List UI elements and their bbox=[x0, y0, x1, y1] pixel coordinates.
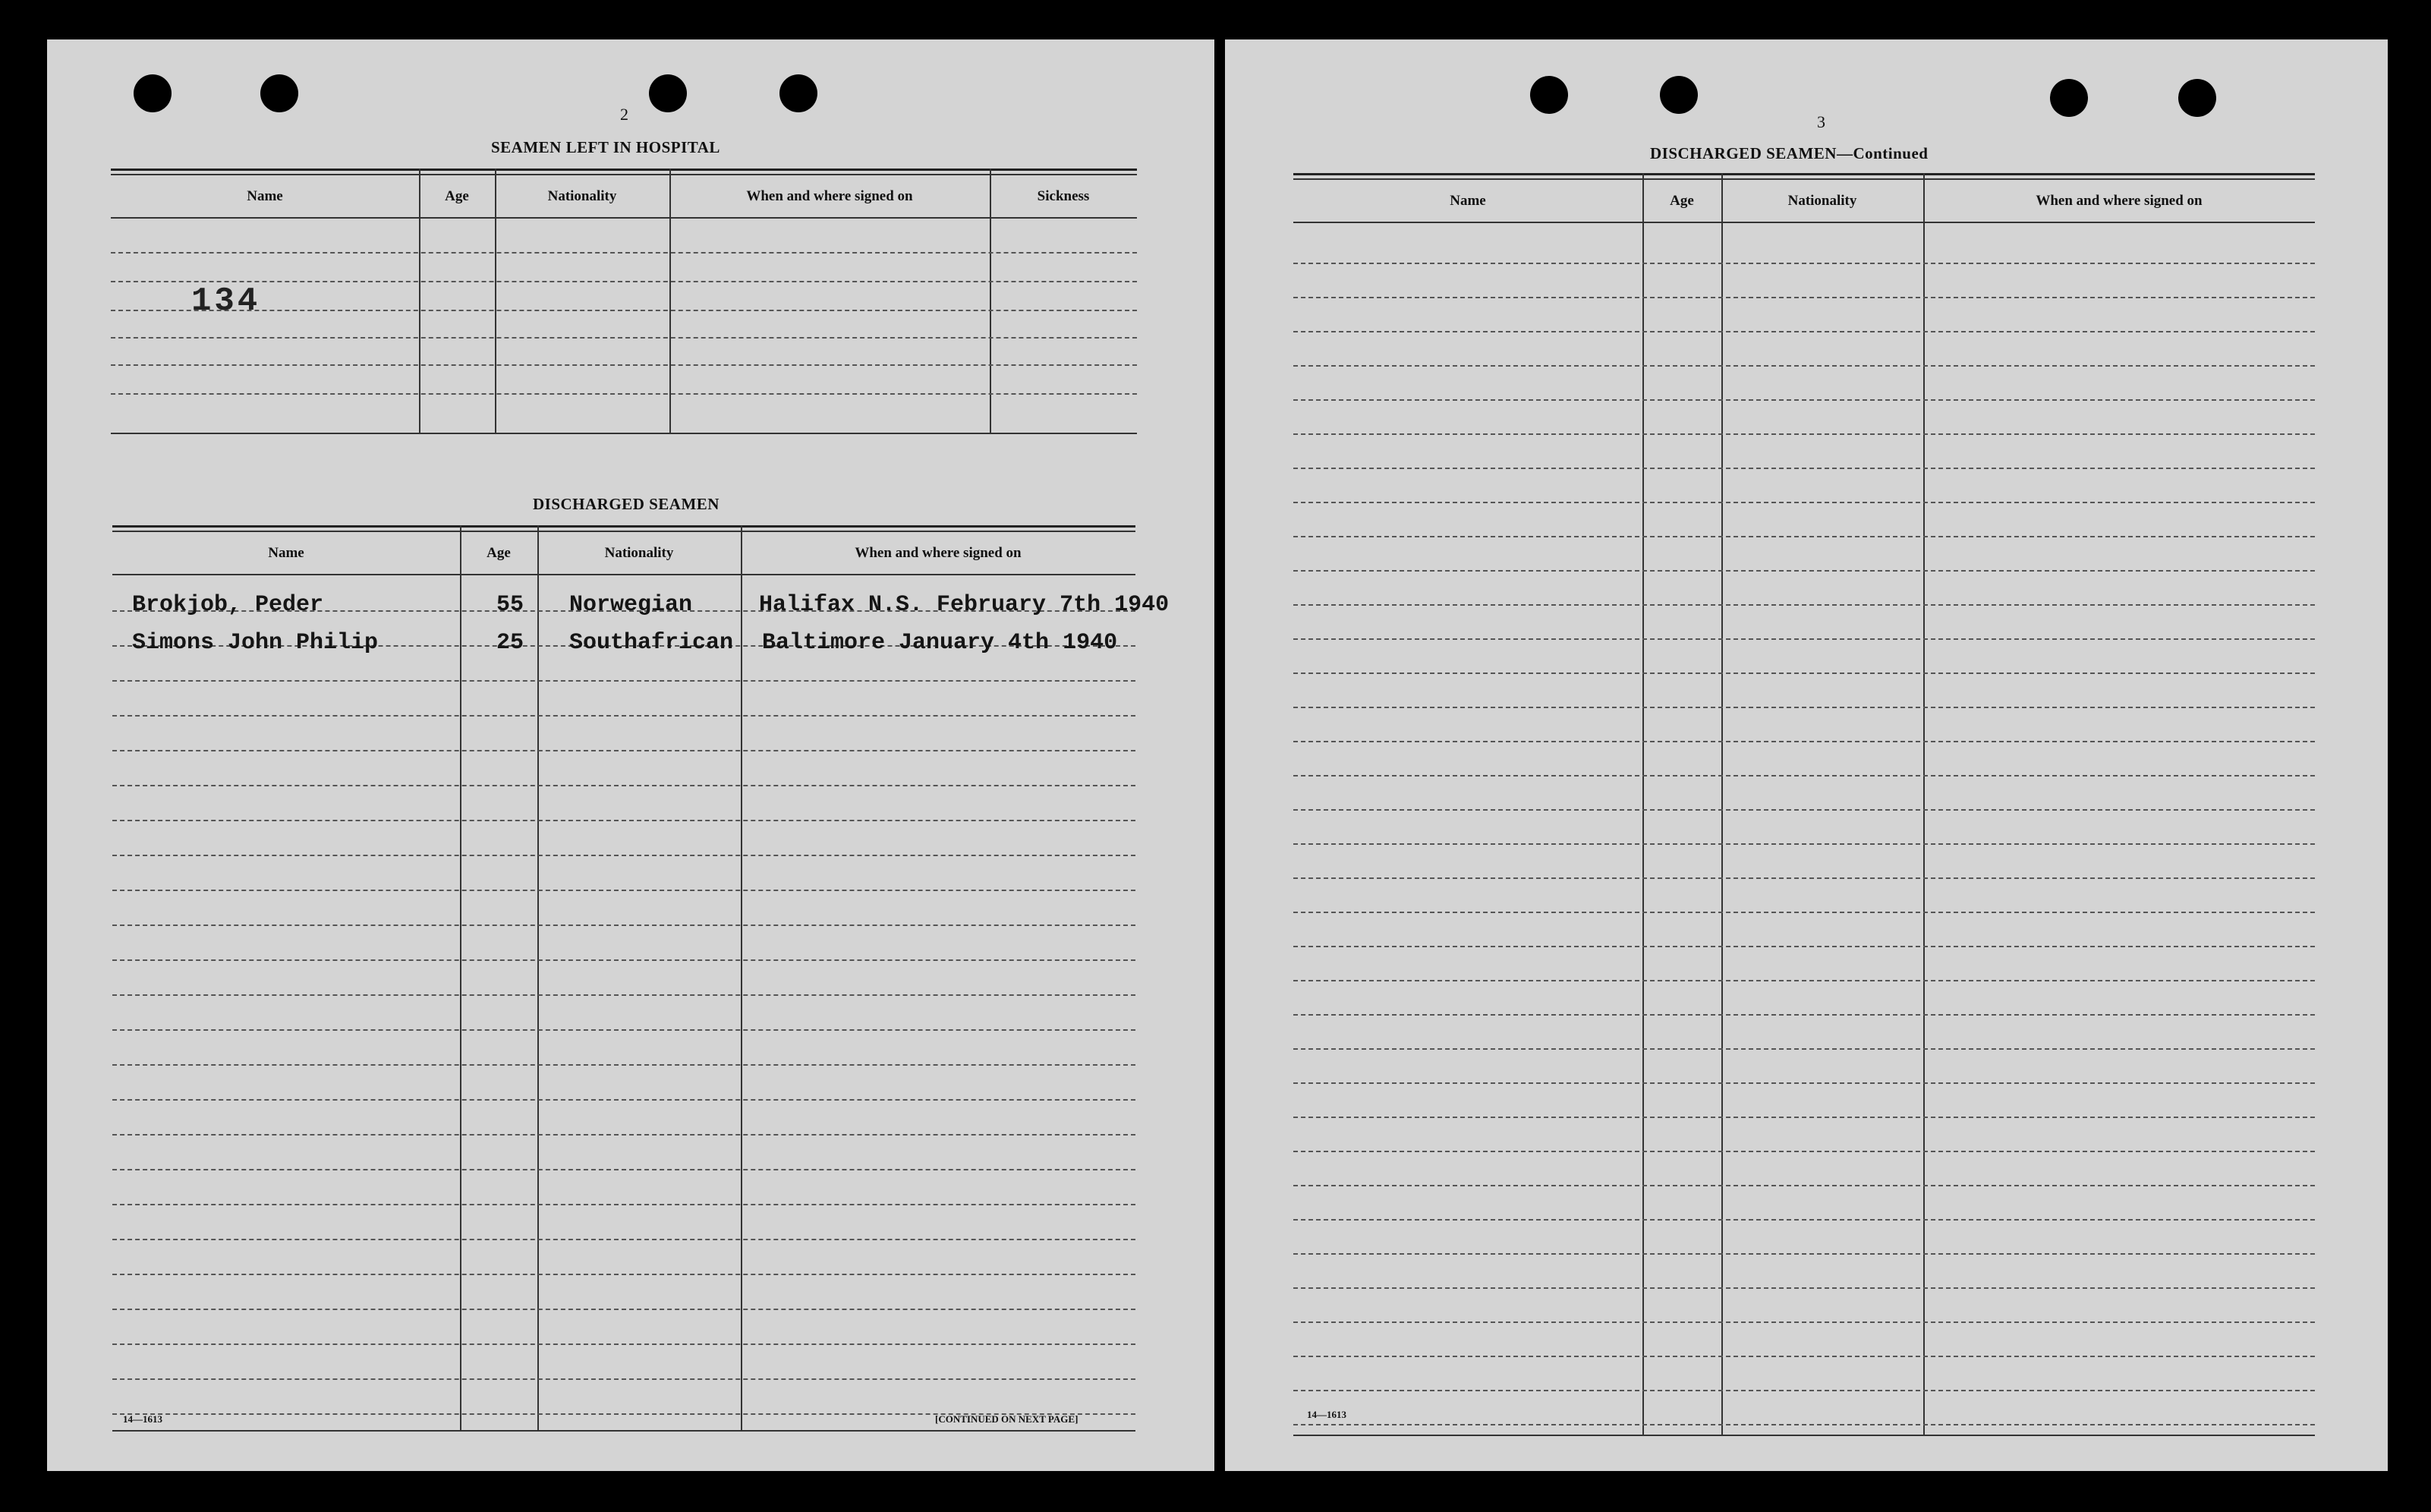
discharged-col-nationality: Nationality bbox=[604, 545, 674, 561]
ruled-line bbox=[112, 1309, 1135, 1310]
stamped-number: 134 bbox=[191, 282, 261, 320]
hospital-col-name: Name bbox=[247, 188, 283, 204]
ruled-line bbox=[1293, 604, 2315, 606]
page-number: 2 bbox=[620, 105, 628, 124]
form-number: 14—1613 bbox=[123, 1413, 162, 1425]
hospital-col-nationality: Nationality bbox=[547, 188, 617, 204]
ruled-line bbox=[1293, 980, 2315, 981]
ruled-line bbox=[1293, 331, 2315, 332]
discharged-row-2-nationality: Southafrican bbox=[569, 630, 734, 656]
ruled-line bbox=[1293, 1287, 2315, 1289]
ruled-line bbox=[1293, 365, 2315, 367]
punch-hole bbox=[2178, 79, 2216, 117]
ruled-line bbox=[1293, 570, 2315, 572]
ruled-line bbox=[1293, 1253, 2315, 1255]
continued-col-signed-on: When and where signed on bbox=[2036, 193, 2203, 209]
ruled-line bbox=[1293, 502, 2315, 503]
continued-col-nationality: Nationality bbox=[1787, 193, 1857, 209]
ruled-line bbox=[112, 1064, 1135, 1066]
ruled-line bbox=[112, 1134, 1135, 1136]
discharged-continued-title: DISCHARGED SEAMEN—Continued bbox=[1650, 144, 1929, 162]
ruled-line bbox=[1293, 1117, 2315, 1118]
form-number: 14—1613 bbox=[1307, 1409, 1346, 1420]
ruled-line bbox=[112, 1239, 1135, 1240]
ruled-line bbox=[1293, 399, 2315, 401]
ruled-line bbox=[1293, 775, 2315, 776]
left-page bbox=[47, 39, 1214, 1471]
ruled-line bbox=[112, 855, 1135, 856]
hospital-table bbox=[111, 169, 1137, 434]
punch-hole bbox=[134, 74, 172, 112]
punch-hole bbox=[779, 74, 817, 112]
punch-hole bbox=[1530, 76, 1568, 114]
ruled-line bbox=[1293, 1356, 2315, 1357]
ruled-line bbox=[112, 1169, 1135, 1170]
discharged-continued-table bbox=[1293, 173, 2315, 1436]
ruled-line bbox=[112, 680, 1135, 682]
hospital-col-age: Age bbox=[445, 188, 469, 204]
ruled-line bbox=[1293, 1424, 2315, 1425]
discharged-col-age: Age bbox=[487, 545, 511, 561]
discharged-row-2-signed-on: Baltimore January 4th 1940 bbox=[762, 630, 1118, 656]
discharged-table bbox=[112, 525, 1135, 1432]
discharged-section-title: DISCHARGED SEAMEN bbox=[533, 495, 720, 513]
ruled-line bbox=[112, 959, 1135, 961]
ruled-line bbox=[1293, 1219, 2315, 1221]
ruled-line bbox=[1293, 843, 2315, 845]
punch-hole bbox=[2050, 79, 2088, 117]
ruled-line bbox=[1293, 1390, 2315, 1391]
ruled-line bbox=[1293, 1048, 2315, 1050]
ruled-line bbox=[1293, 1185, 2315, 1186]
ruled-line bbox=[1293, 297, 2315, 298]
discharged-row-1-age: 55 bbox=[496, 592, 524, 618]
ruled-line bbox=[112, 925, 1135, 926]
ruled-line bbox=[1293, 1014, 2315, 1016]
discharged-row-1-nationality: Norwegian bbox=[569, 592, 693, 618]
punch-hole bbox=[260, 74, 298, 112]
discharged-row-2-age: 25 bbox=[496, 630, 524, 656]
ruled-line bbox=[112, 994, 1135, 996]
ruled-line bbox=[112, 820, 1135, 821]
hospital-col-signed-on: When and where signed on bbox=[746, 188, 913, 204]
ruled-line bbox=[1293, 912, 2315, 913]
discharged-col-signed-on: When and where signed on bbox=[855, 545, 1022, 561]
ruled-line bbox=[1293, 741, 2315, 742]
ruled-line bbox=[1293, 1151, 2315, 1152]
continued-note: [CONTINUED ON NEXT PAGE] bbox=[935, 1413, 1079, 1425]
discharged-row-1-signed-on: Halifax N.S. February 7th 1940 bbox=[759, 592, 1170, 618]
punch-hole bbox=[1660, 76, 1698, 114]
ruled-line bbox=[1293, 433, 2315, 435]
ruled-line bbox=[112, 890, 1135, 891]
ruled-line bbox=[112, 1099, 1135, 1101]
ruled-line bbox=[1293, 673, 2315, 674]
hospital-col-sickness: Sickness bbox=[1037, 188, 1090, 204]
ruled-line bbox=[1293, 707, 2315, 708]
ruled-line bbox=[1293, 946, 2315, 947]
discharged-row-2-name: Simons John Philip bbox=[132, 630, 379, 656]
discharged-col-name: Name bbox=[268, 545, 304, 561]
ruled-line bbox=[1293, 536, 2315, 537]
ruled-line bbox=[1293, 468, 2315, 469]
ruled-line bbox=[112, 1378, 1135, 1380]
ruled-line bbox=[112, 1343, 1135, 1345]
punch-hole bbox=[649, 74, 687, 112]
continued-col-age: Age bbox=[1670, 193, 1694, 209]
discharged-row-1-name: Brokjob, Peder bbox=[132, 592, 324, 618]
continued-col-name: Name bbox=[1450, 193, 1486, 209]
ruled-line bbox=[112, 715, 1135, 717]
ruled-line bbox=[1293, 263, 2315, 264]
hospital-section-title: SEAMEN LEFT IN HOSPITAL bbox=[491, 138, 720, 156]
right-page bbox=[1225, 39, 2388, 1471]
ruled-line bbox=[112, 1204, 1135, 1205]
ruled-line bbox=[1293, 1321, 2315, 1323]
ruled-line bbox=[112, 750, 1135, 751]
ruled-line bbox=[1293, 638, 2315, 640]
ruled-line bbox=[112, 1274, 1135, 1275]
ruled-line bbox=[1293, 809, 2315, 811]
ruled-line bbox=[1293, 1082, 2315, 1084]
ruled-line bbox=[112, 1029, 1135, 1031]
ruled-line bbox=[112, 785, 1135, 786]
page-number: 3 bbox=[1817, 112, 1825, 131]
ruled-line bbox=[1293, 877, 2315, 879]
